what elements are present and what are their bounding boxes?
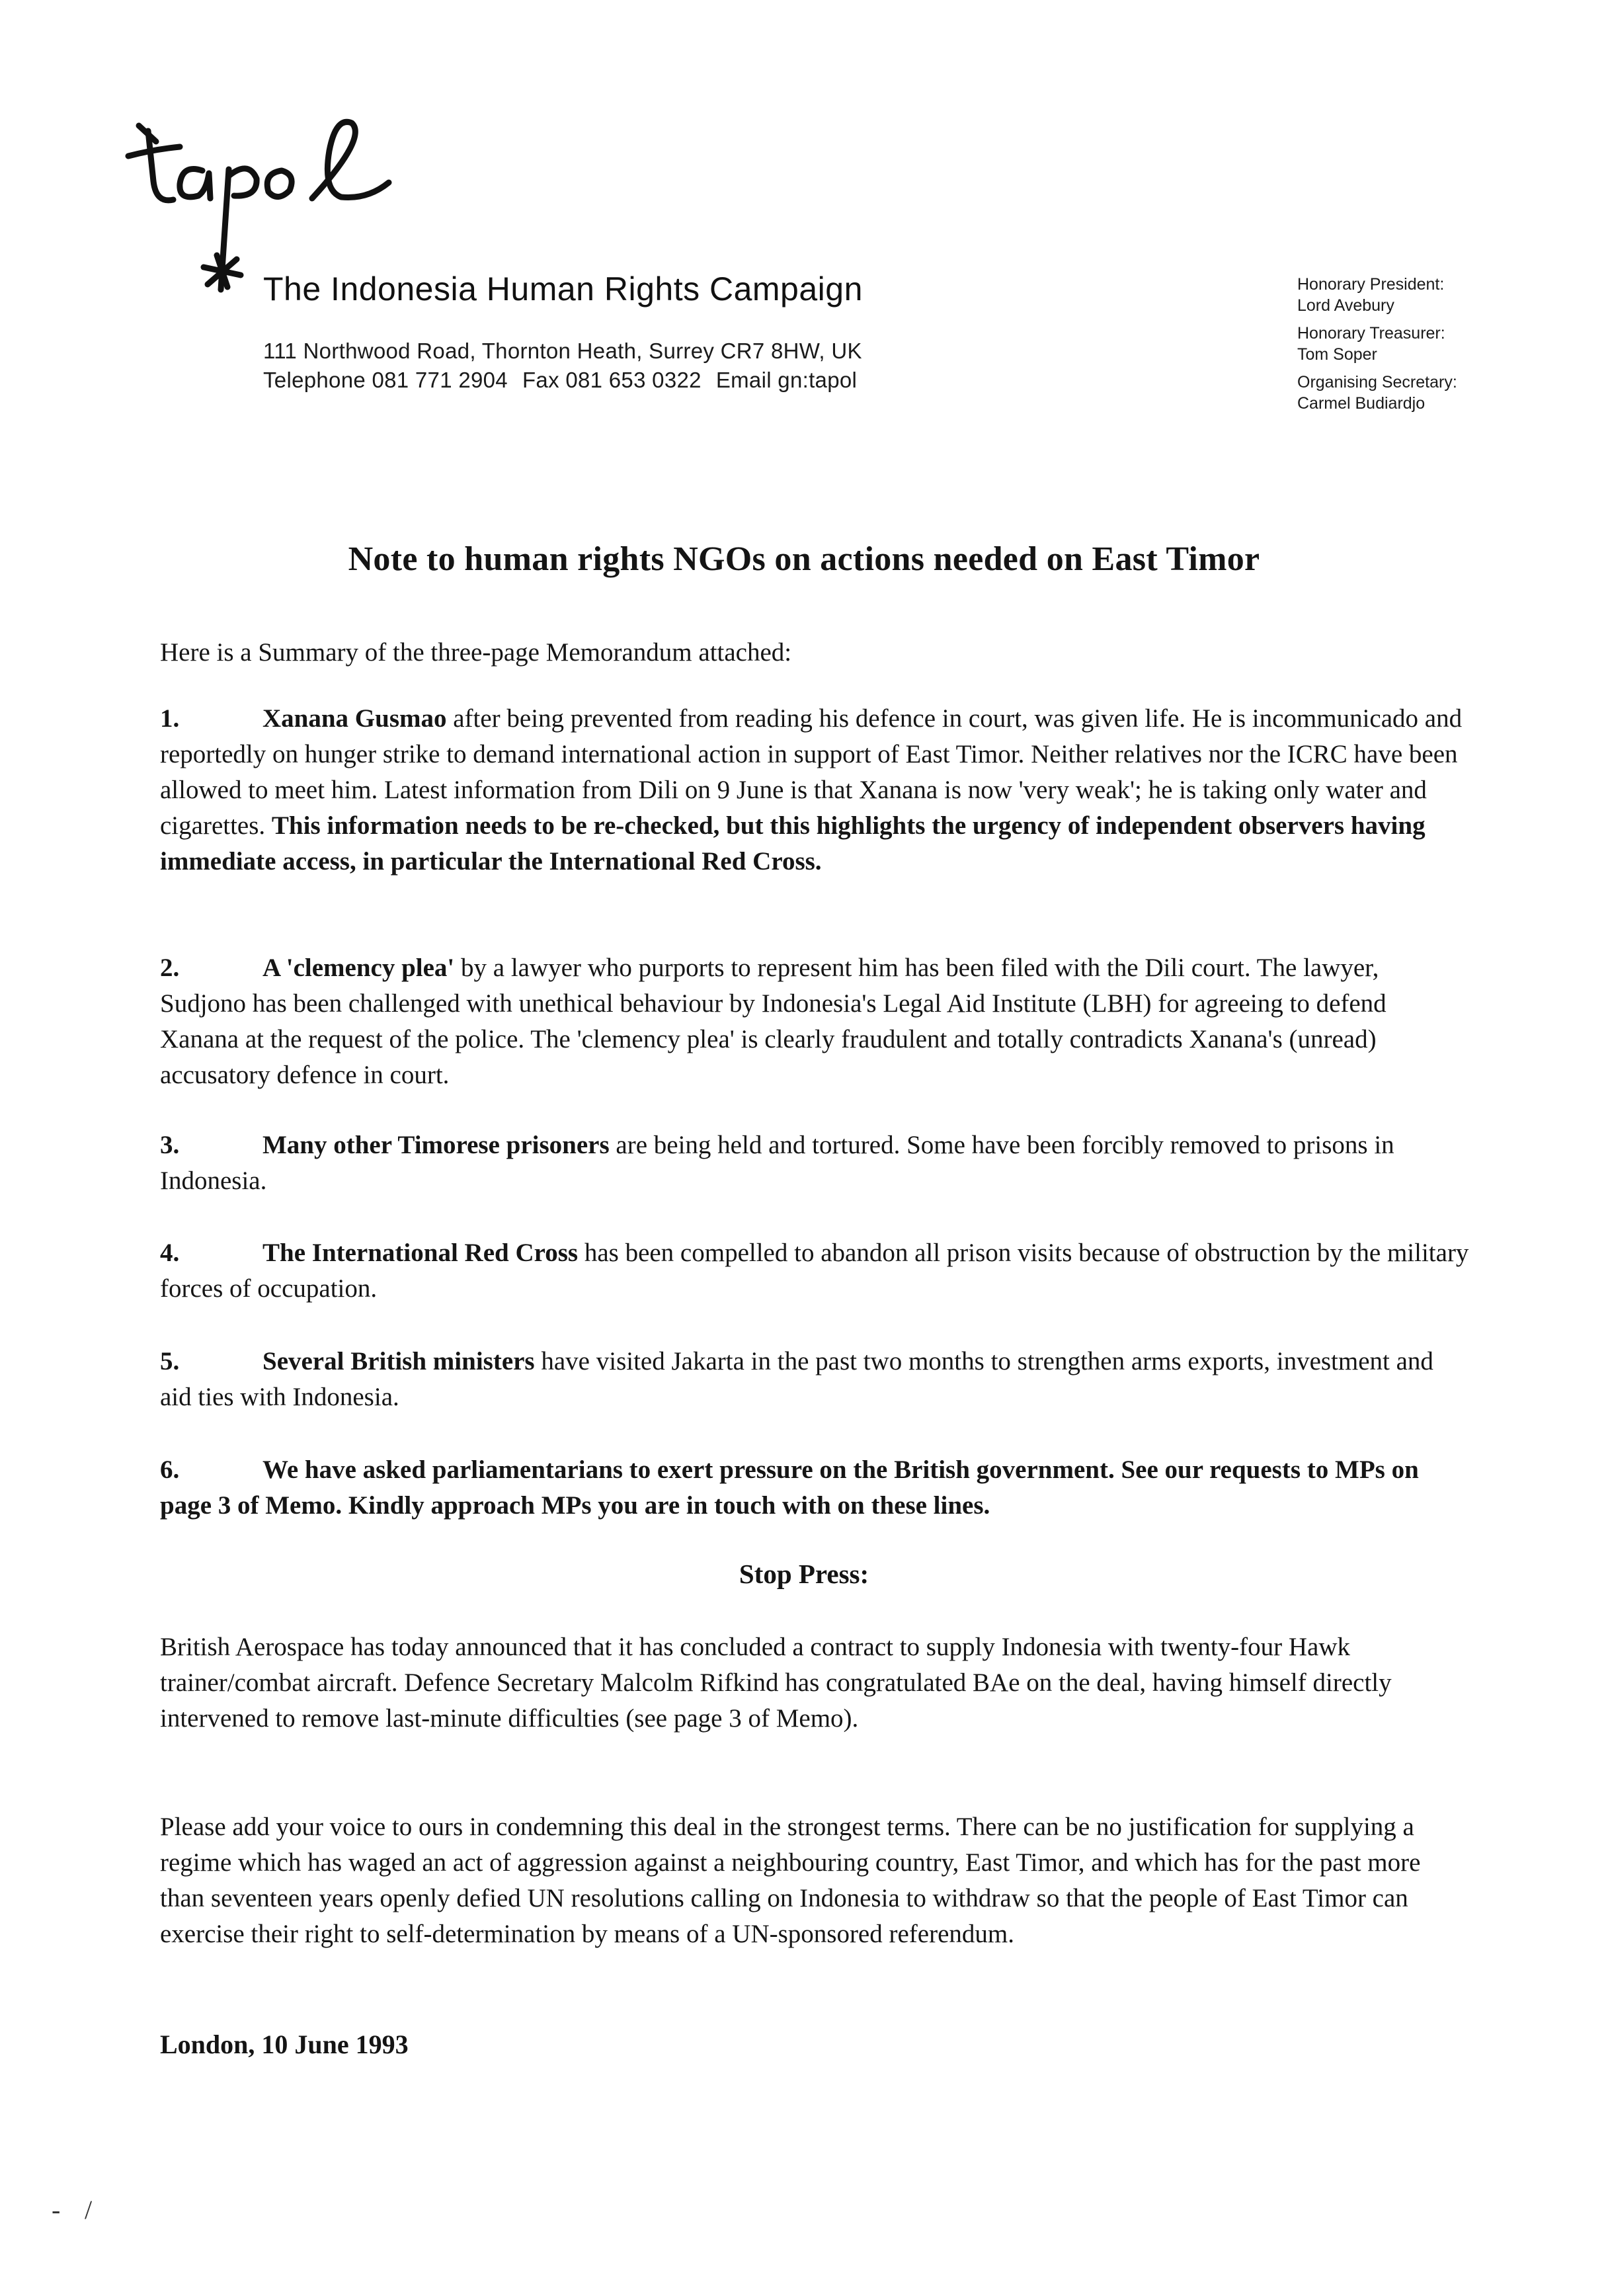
scan-speck: - bbox=[52, 2195, 61, 2225]
stop-press-heading: Stop Press: bbox=[739, 1559, 869, 1589]
item-number: 2. bbox=[160, 954, 180, 982]
officer-name: Tom Soper bbox=[1297, 345, 1377, 364]
item-lead: The International Red Cross bbox=[262, 1239, 579, 1267]
document-title: Note to human rights NGOs on actions needed on East Timor bbox=[348, 540, 1260, 578]
item-number: 1. bbox=[160, 704, 180, 733]
organization-info bbox=[263, 270, 863, 393]
officer bbox=[1297, 372, 1457, 414]
summary-item bbox=[160, 1235, 1469, 1307]
officer bbox=[1297, 274, 1457, 316]
item-number: 5. bbox=[160, 1347, 180, 1375]
intro-paragraph: Here is a Summary of the three-page Memorandum attached: bbox=[160, 638, 792, 667]
stop-press-paragraph: British Aerospace has today announced that it has concluded a contract to supply Indonesia with twenty-four Hawk trainer/combat aircraft. Defence Secretary Malcolm Rifkind has congratulated BAe on the deal, having himself directly intervened to remove last-minute difficulties (see page 3 of Memo). bbox=[160, 1633, 1392, 1733]
item-number: 3. bbox=[160, 1131, 180, 1159]
item-emphasis: This information needs to be re-checked, but this highlights the urgency of independent observers having immediate access, in particular the International Red Cross. bbox=[160, 811, 1426, 876]
officers-list bbox=[1297, 274, 1457, 421]
organization-address: 111 Northwood Road, Thornton Heath, Surrey CR7 8HW, UK bbox=[263, 339, 862, 363]
telephone: Telephone 081 771 2904 bbox=[263, 368, 508, 392]
item-lead: We have asked parliamentarians to exert pressure on the British government. See our requests to MPs on page 3 of Memo. Kindly approach MPs you are in touch with on these lines. bbox=[160, 1456, 1419, 1520]
item-number: 6. bbox=[160, 1456, 180, 1484]
email: Email gn:tapol bbox=[715, 368, 858, 392]
summary-item bbox=[160, 1344, 1469, 1415]
officer-role: Organising Secretary: bbox=[1297, 373, 1457, 391]
officer-name: Carmel Budiardjo bbox=[1297, 394, 1426, 413]
fax: Fax 081 653 0322 bbox=[522, 368, 702, 392]
item-text: after being prevented from reading his defence in court, was given life. He is incommunicado and reportedly on hunger strike to demand international action in support of East Timor. Neither relatives nor the ICRC have been allowed to meet him. Latest information from Dili on 9 June is that Xanana is now 'very weak'; he is taking only water and cigarettes. bbox=[160, 704, 1463, 840]
item-lead: Xanana Gusmao bbox=[262, 704, 447, 733]
item-lead: Many other Timorese prisoners bbox=[262, 1131, 610, 1159]
item-text: have visited Jakarta in the past two months to strengthen arms exports, investment and aid ties with Indonesia. bbox=[160, 1347, 1433, 1411]
officer-role: Honorary Treasurer: bbox=[1297, 324, 1445, 343]
item-text: by a lawyer who purports to represent him has been filed with the Dili court. The lawyer, Sudjono has been challenged with unethical behaviour by Indonesia's Legal Aid Institute (LBH) for agreeing to defend Xanana at the request of the police. The 'clemency plea' is clearly fraudulent and totally contradicts Xanana's (unread) accusatory defence in court. bbox=[160, 954, 1387, 1089]
summary-item bbox=[160, 1128, 1469, 1199]
item-lead: A 'clemency plea' bbox=[262, 954, 455, 982]
summary-item bbox=[160, 950, 1469, 1093]
summary-item bbox=[160, 701, 1469, 880]
item-text: has been compelled to abandon all prison visits because of obstruction by the military forces of occupation. bbox=[160, 1239, 1469, 1303]
item-lead: Several British ministers bbox=[262, 1347, 535, 1375]
organization-contact bbox=[263, 368, 863, 393]
item-number: 4. bbox=[160, 1239, 180, 1267]
officer bbox=[1297, 323, 1457, 365]
officer-name: Lord Avebury bbox=[1297, 296, 1394, 315]
officer-role: Honorary President: bbox=[1297, 275, 1445, 294]
stop-press-paragraph: Please add your voice to ours in condemning this deal in the strongest terms. There can be no justification for supplying a regime which has waged an act of aggression against a neighbouring country, East Timor, and which has for the past more than seventeen years openly defied UN resolutions calling on Indonesia to withdraw so that the people of East Timor can exercise their right to self-determination by means of a UN-sponsored referendum. bbox=[160, 1813, 1421, 1948]
organization-name: The Indonesia Human Rights Campaign bbox=[263, 270, 863, 308]
signoff: London, 10 June 1993 bbox=[160, 2030, 409, 2059]
summary-item bbox=[160, 1452, 1469, 1524]
item-text: are being held and tortured. Some have been forcibly removed to prisons in Indonesia. bbox=[160, 1131, 1394, 1195]
scan-speck: / bbox=[85, 2195, 93, 2225]
